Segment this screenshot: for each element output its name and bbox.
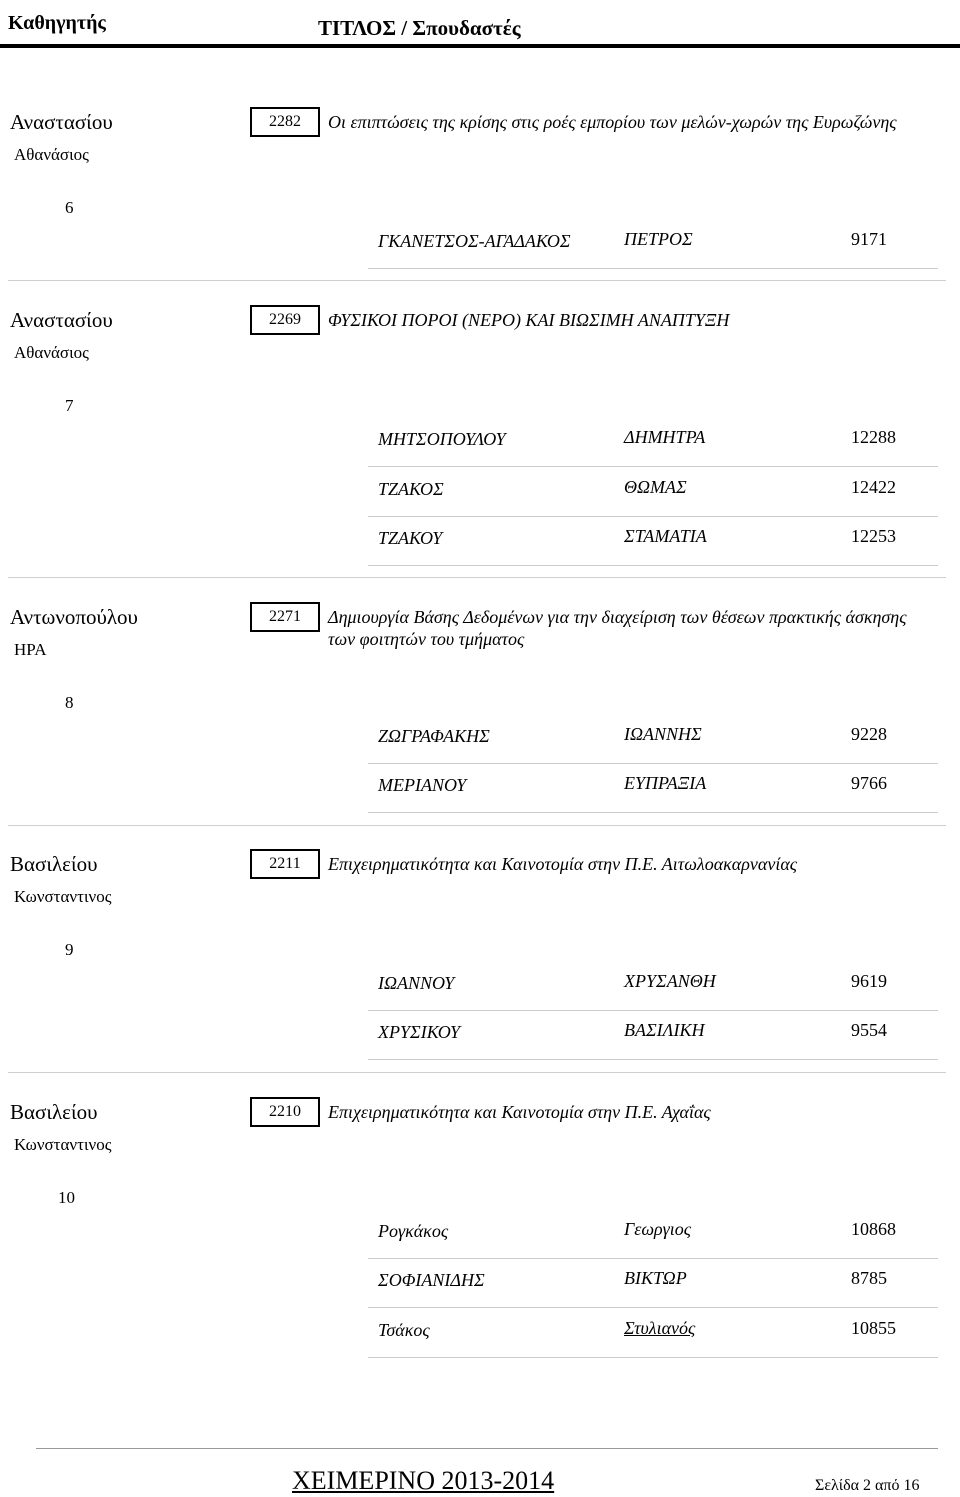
student-first-name: ΕΥΠΡΑΞΙΑ bbox=[624, 773, 707, 793]
student-first-name: ΘΩΜΑΣ bbox=[624, 477, 687, 497]
student-first-name: ΒΙΚΤΩΡ bbox=[624, 1268, 687, 1288]
professor-first-name: Αθανάσιος bbox=[14, 343, 89, 362]
student-last-name: ΜΗΤΣΟΠΟΥΛΟΥ bbox=[378, 429, 506, 449]
student-first-name: ΧΡΥΣΑΝΘΗ bbox=[624, 971, 716, 991]
professor-first-name: Αθανάσιος bbox=[14, 145, 89, 164]
student-id: 10868 bbox=[851, 1219, 896, 1239]
student-id: 12422 bbox=[851, 477, 896, 497]
entry-number: 10 bbox=[58, 1188, 75, 1207]
student-id: 8785 bbox=[851, 1268, 887, 1288]
thesis-code: 2271 bbox=[250, 602, 320, 632]
professor-last-name: Βασιλείου bbox=[10, 1100, 98, 1124]
professor-first-name: Κωνσταντινος bbox=[14, 1135, 112, 1154]
entry-number: 7 bbox=[65, 396, 74, 415]
student-first-name: Γεωργιος bbox=[624, 1219, 692, 1239]
student-first-name: ΠΕΤΡΟΣ bbox=[624, 229, 693, 249]
professor-last-name: Αναστασίου bbox=[10, 308, 113, 332]
footer-semester: ΧΕΙΜΕΡΙΝΟ 2013-2014 bbox=[292, 1466, 555, 1495]
footer-rule bbox=[36, 1448, 938, 1449]
professor-first-name: Κωνσταντινος bbox=[14, 887, 112, 906]
thesis-code: 2269 bbox=[250, 305, 320, 335]
entry-number: 8 bbox=[65, 693, 74, 712]
thesis-title: Οι επιπτώσεις της κρίσης στις ροές εμπορίου των μελών-χωρών της Ευρωζώνης bbox=[328, 112, 897, 132]
student-last-name: ΤΖΑΚΟΣ bbox=[378, 479, 444, 499]
professor-last-name: Βασιλείου bbox=[10, 852, 98, 876]
student-last-name: ΖΩΓΡΑΦΑΚΗΣ bbox=[378, 726, 490, 746]
student-last-name: Ρογκάκος bbox=[378, 1221, 449, 1241]
row-divider bbox=[368, 1258, 938, 1259]
row-divider bbox=[368, 466, 938, 467]
student-id: 9228 bbox=[851, 724, 887, 744]
thesis-code: 2210 bbox=[250, 1097, 320, 1127]
student-id: 10855 bbox=[851, 1318, 896, 1338]
student-last-name: ΤΖΑΚΟΥ bbox=[378, 528, 443, 548]
section-divider bbox=[8, 825, 946, 826]
section-divider bbox=[8, 1072, 946, 1073]
student-last-name: ΧΡΥΣΙΚΟΥ bbox=[378, 1022, 460, 1042]
row-divider bbox=[368, 1010, 938, 1011]
header-title: ΤΙΤΛΟΣ / Σπουδαστές bbox=[318, 16, 521, 40]
student-id: 9554 bbox=[851, 1020, 887, 1040]
section-divider bbox=[8, 280, 946, 281]
student-first-name: ΙΩΑΝΝΗΣ bbox=[624, 724, 702, 744]
student-id: 9171 bbox=[851, 229, 887, 249]
thesis-title: Επιχειρηματικότητα και Καινοτομία στην Π.Ε. Αιτωλοακαρνανίας bbox=[328, 854, 798, 874]
section-divider bbox=[8, 577, 946, 578]
thesis-code: 2282 bbox=[250, 107, 320, 137]
thesis-title: ΦΥΣΙΚΟΙ ΠΟΡΟΙ (ΝΕΡΟ) ΚΑΙ ΒΙΩΣΙΜΗ ΑΝΑΠΤΥΞΗ bbox=[328, 310, 730, 330]
professor-last-name: Αναστασίου bbox=[10, 110, 113, 134]
row-divider bbox=[368, 565, 938, 566]
row-divider bbox=[368, 763, 938, 764]
student-id: 9766 bbox=[851, 773, 887, 793]
professor-first-name: ΗΡΑ bbox=[14, 640, 47, 659]
row-divider bbox=[368, 1059, 938, 1060]
header-professor: Καθηγητής bbox=[8, 12, 106, 34]
entry-number: 6 bbox=[65, 198, 74, 217]
student-id: 12288 bbox=[851, 427, 896, 447]
student-last-name: Τσάκος bbox=[378, 1320, 430, 1340]
student-last-name: ΣΟΦΙΑΝΙΔΗΣ bbox=[378, 1270, 485, 1290]
row-divider bbox=[368, 812, 938, 813]
student-last-name: ΜΕΡΙΑΝΟΥ bbox=[378, 775, 467, 795]
row-divider bbox=[368, 1357, 938, 1358]
thesis-title: Δημιουργία Βάσης Δεδομένων για την διαχείριση των θέσεων πρακτικής άσκησης των φοιτητών του τμήματος bbox=[328, 607, 907, 649]
thesis-code: 2211 bbox=[250, 849, 320, 879]
student-first-name: Στυλιανός bbox=[624, 1318, 696, 1338]
header-rule bbox=[0, 44, 960, 48]
professor-last-name: Αντωνοπούλου bbox=[10, 605, 138, 629]
entry-number: 9 bbox=[65, 940, 74, 959]
student-id: 12253 bbox=[851, 526, 896, 546]
student-first-name: ΣΤΑΜΑΤΙΑ bbox=[624, 526, 707, 546]
thesis-title: Επιχειρηματικότητα και Καινοτομία στην Π.Ε. Αχαΐας bbox=[328, 1102, 711, 1122]
row-divider bbox=[368, 268, 938, 269]
student-id: 9619 bbox=[851, 971, 887, 991]
student-last-name: ΓΚΑΝΕΤΣΟΣ-ΑΓΑΔΑΚΟΣ bbox=[378, 231, 571, 251]
row-divider bbox=[368, 516, 938, 517]
student-last-name: ΙΩΑΝΝΟΥ bbox=[378, 973, 455, 993]
row-divider bbox=[368, 1307, 938, 1308]
footer-page-number: Σελίδα 2 από 16 bbox=[815, 1477, 920, 1494]
student-first-name: ΒΑΣΙΛΙΚΗ bbox=[624, 1020, 705, 1040]
student-first-name: ΔΗΜΗΤΡΑ bbox=[624, 427, 706, 447]
